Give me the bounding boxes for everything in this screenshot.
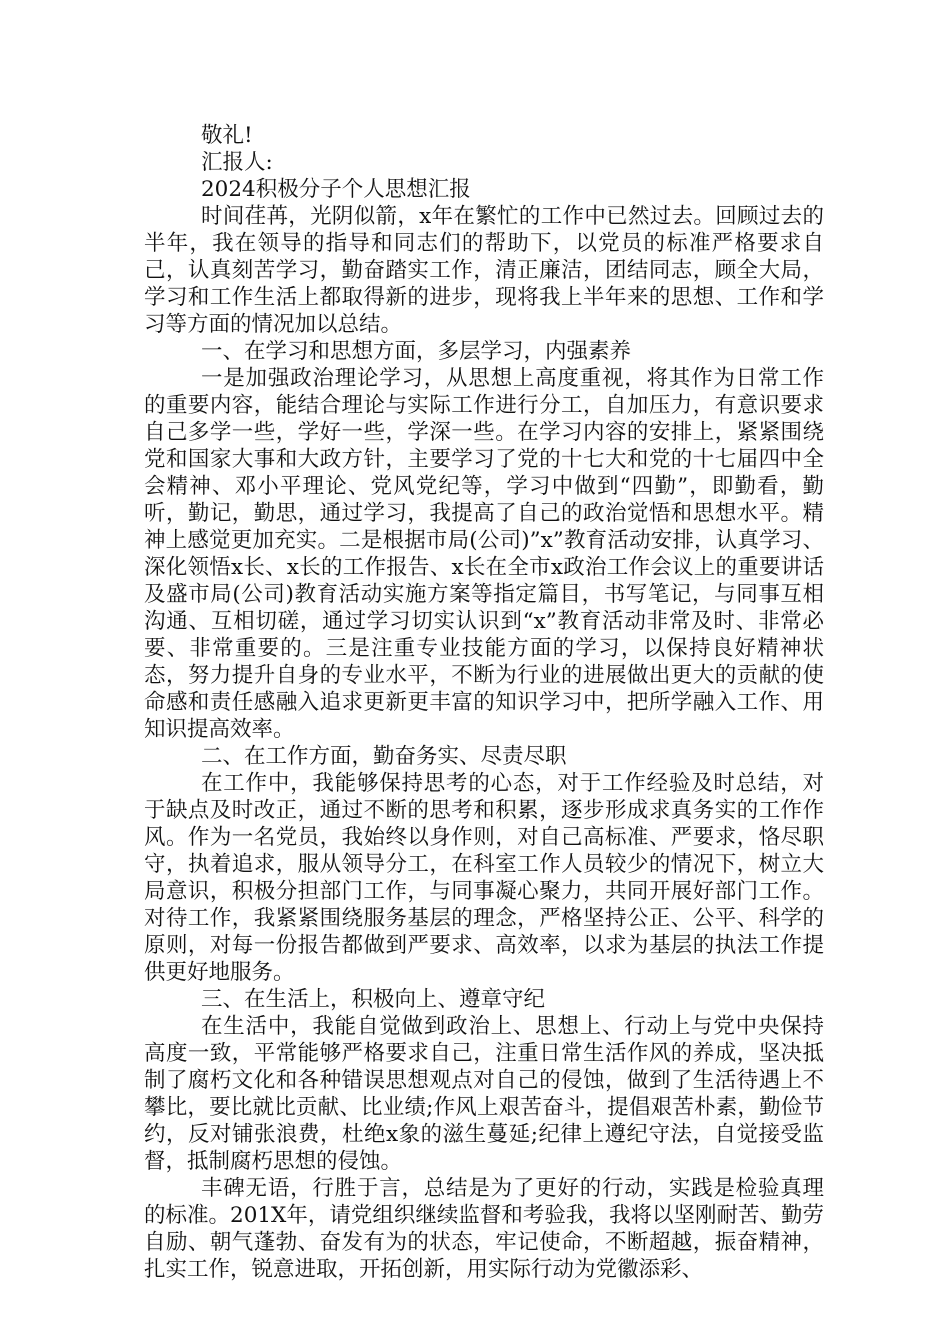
paragraph-conclusion: 丰碑无语，行胜于言，总结是为了更好的行动，实践是检验真理的标准。201X年，请党组织继续监督和考验我，我将以坚刚耐苦、勤劳自励、朝气蓬勃、奋发有为的状态，牢记使命，不断超越，振奋精神，扎实工作，锐意进取，开拓创新，用实际行动为党徽添彩、 (144, 1176, 824, 1282)
document-title: 2024积极分子个人思想汇报 (201, 177, 471, 202)
paragraph-study: 一是加强政治理论学习，从思想上高度重视，将其作为日常工作的重要内容，能结合理论与实际工作进行分工，自加压力，有意识要求自己多学一些，学好一些，学深一些。在学习内容的安排上，紧紧围绕党和国家大事和大政方针，主要学习了党的十七大和党的十七届四中全会精神、邓小平理论、党风党纪等，学习中做到“四勤”，即勤看，勤听，勤记，勤思，通过学习，我提高了自己的政治觉悟和思想水平。精神上感觉更加充实。二是根据市局(公司)”x”教育活动安排，认真学习、深化领悟x长、x长的工作报告、x长在全市x政治工作会议上的重要讲话及盛市局(公司)教育活动实施方案等指定篇目，书写笔记，与同事互相沟通、互相切磋，通过学习切实认识到“x”教育活动非常及时、非常必要、非常重要的。三是注重专业技能方面的学习，以保持良好精神状态，努力提升自身的专业水平，不断为行业的进展做出更大的贡献的使命感和责任感融入追求更新更丰富的知识学习中，把所学融入工作、用知识提高效率。 (144, 366, 824, 742)
section-heading-work: 二、在工作方面，勤奋务实、尽责尽职 (201, 744, 567, 769)
paragraph-intro: 时间荏苒，光阴似箭，x年在繁忙的工作中已然过去。回顾过去的半年，我在领导的指导和同志们的帮助下，以党员的标准严格要求自己，认真刻苦学习，勤奋踏实工作，清正廉洁，团结同志，顾全大局，学习和工作生活上都取得新的进步，现将我上半年来的思想、工作和学习等方面的情况加以总结。 (144, 204, 824, 337)
section-heading-life: 三、在生活上，积极向上、遵章守纪 (201, 987, 546, 1012)
paragraph-work: 在工作中，我能够保持思考的心态，对于工作经验及时总结，对于缺点及时改正，通过不断的思考和积累，逐步形成求真务实的工作作风。作为一名党员，我始终以身作则，对自己高标准、严要求，恪尽职守，执着追求，服从领导分工，在科室工作人员较少的情况下，树立大局意识，积极分担部门工作，与同事凝心聚力，共同开展好部门工作。对待工作，我紧紧围绕服务基层的理念，严格坚持公正、公平、科学的原则，对每一份报告都做到严要求、高效率，以求为基层的执法工作提供更好地服务。 (144, 771, 824, 985)
document-page (144, 122, 824, 1283)
reporter-label: 汇报人: (201, 150, 273, 175)
paragraph-life: 在生活中，我能自觉做到政治上、思想上、行动上与党中央保持高度一致，平常能够严格要求自己，注重日常生活作风的养成，坚决抵制了腐朽文化和各种错误思想观点对自己的侵蚀，做到了生活待遇上不攀比，要比就比贡献、比业绩;作风上艰苦奋斗，提倡艰苦朴素，勤俭节约，反对铺张浪费，杜绝x象的滋生蔓延;纪律上遵纪守法，自觉接受监督，抵制腐朽思想的侵蚀。 (144, 1014, 824, 1174)
closing-salutation: 敬礼! (201, 123, 253, 148)
section-heading-study: 一、在学习和思想方面，多层学习，内强素养 (201, 339, 632, 364)
